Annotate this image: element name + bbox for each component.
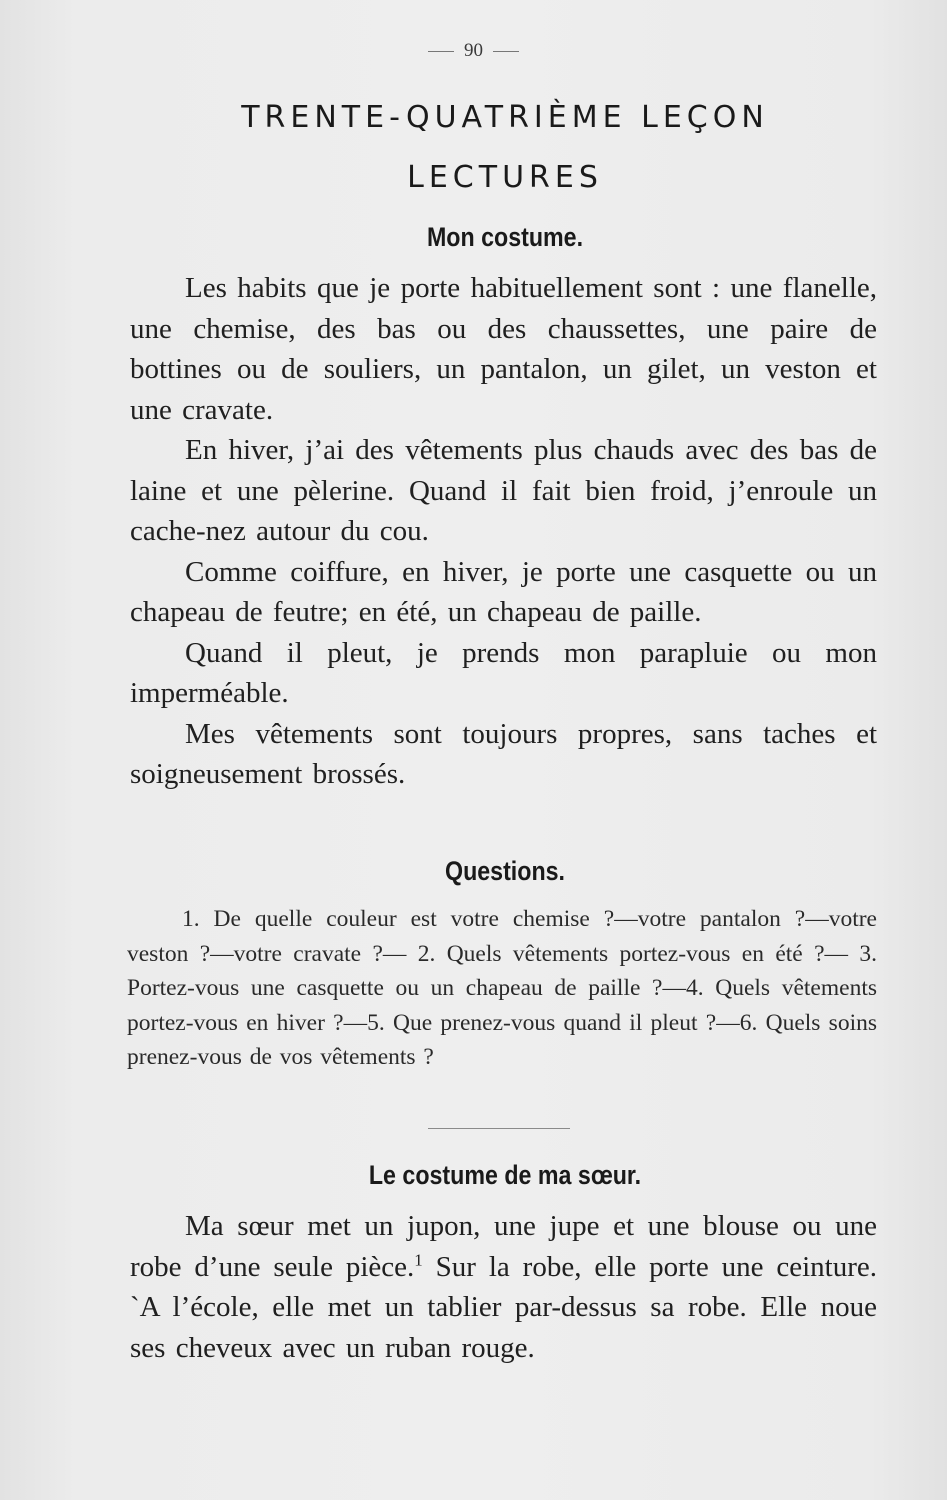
text-before-note: Ma sœur met un jupon, une jupe et une blouse ou une robe d’une seule pièce. bbox=[130, 1210, 877, 1283]
reading-costume-soeur bbox=[130, 1206, 877, 1368]
questions-text: 1. De quelle couleur est votre chemise ?—votre pantalon ?—votre veston ?—votre cravate ?— 2. Quels vêtements portez-vous en été ?— 3. Portez-vous une casquette ou un chapeau de paille ?—4. Quels vêtements portez-vous en hiver ?—5. Que prenez-vous quand il pleut ?—6. Quels soins prenez-vous de vos vêtements ? bbox=[127, 906, 877, 1071]
lesson-title: TRENTE-QUATRIÈME LEÇON bbox=[241, 100, 769, 135]
dash-left bbox=[428, 51, 454, 52]
paragraph bbox=[130, 1206, 877, 1368]
paragraph: Quand il pleut, je prends mon parapluie ou mon imperméable. bbox=[130, 636, 877, 709]
paragraph: En hiver, j’ai des vêtements plus chauds avec des bas de laine et une pèlerine. Quand il fait bien froid, j’enroule un cache-nez autour du cou. bbox=[130, 434, 877, 547]
paragraph: Mes vêtements sont toujours propres, sans taches et soigneusement brossés. bbox=[130, 717, 877, 790]
reading-mon-costume bbox=[130, 268, 877, 795]
dash-right bbox=[493, 51, 519, 52]
section-divider bbox=[428, 1128, 570, 1129]
page-number: 90 bbox=[464, 40, 483, 61]
questions-block bbox=[127, 902, 877, 1075]
paragraph: Comme coiffure, en hiver, je porte une casquette ou un chapeau de feutre; en été, un chapeau de paille. bbox=[130, 555, 877, 628]
section-heading-mon-costume: Mon costume. bbox=[426, 222, 584, 252]
lesson-subtitle: LECTURES bbox=[407, 160, 603, 195]
questions-heading: Questions. bbox=[445, 856, 565, 886]
paragraph: Les habits que je porte habituellement sont : une flanelle, une chemise, des bas ou des chaussettes, une paire de bottines ou de souliers, un pantalon, un gilet, un veston et une cravate. bbox=[130, 272, 877, 426]
text-after-note: Sur la robe, elle porte une ceinture. `A l’école, elle met un tablier par-dessus sa robe. Elle noue ses cheveux avec un ruban rouge. bbox=[130, 1250, 877, 1364]
footnote-marker: 1 bbox=[414, 1249, 423, 1269]
section-heading-costume-soeur: Le costume de ma sœur. bbox=[368, 1160, 642, 1190]
page-number-line bbox=[0, 40, 947, 62]
